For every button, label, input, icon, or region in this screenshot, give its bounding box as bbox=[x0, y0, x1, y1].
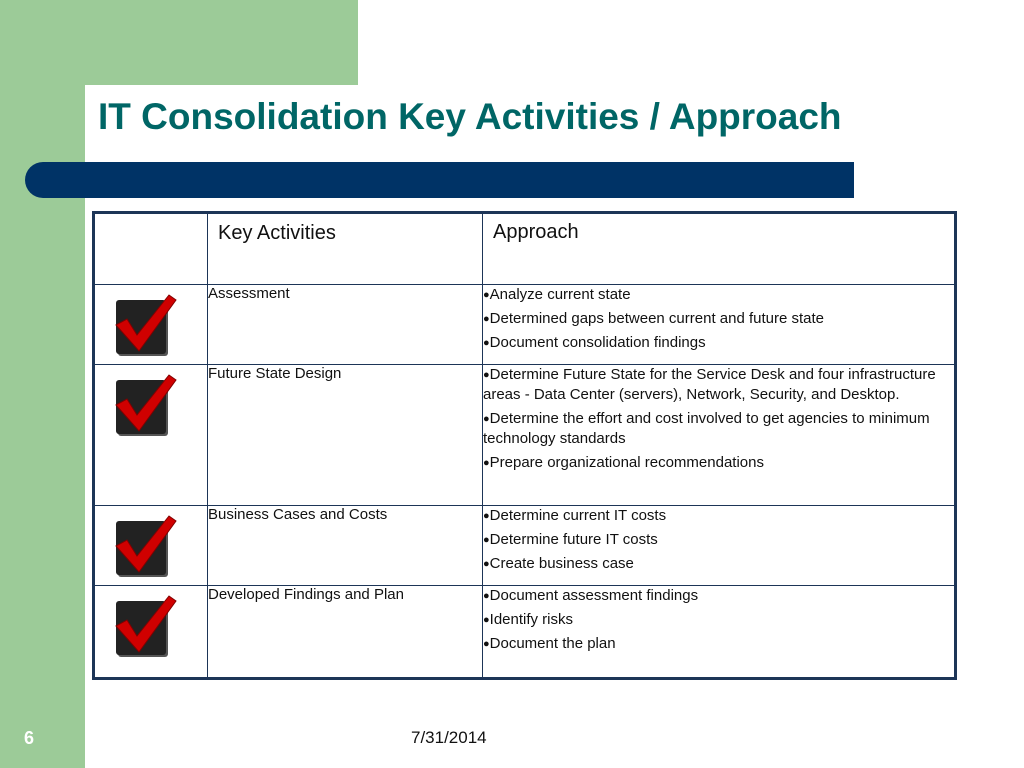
check-cell bbox=[94, 586, 208, 679]
activity-cell: Business Cases and Costs bbox=[208, 506, 483, 586]
green-sidebar bbox=[0, 0, 85, 768]
check-cell bbox=[94, 285, 208, 365]
table-header-row bbox=[94, 213, 956, 285]
activity-cell: Assessment bbox=[208, 285, 483, 365]
approach-cell bbox=[483, 285, 956, 365]
header-empty-cell bbox=[94, 213, 208, 285]
header-approach: Approach bbox=[483, 213, 956, 285]
approach-bullet: ● Determine the effort and cost involved to get agencies to minimum technology standards bbox=[483, 409, 954, 449]
slide-title: IT Consolidation Key Activities / Approach bbox=[98, 96, 842, 137]
activities-table bbox=[92, 211, 957, 680]
approach-cell bbox=[483, 365, 956, 506]
table-row bbox=[94, 506, 956, 586]
approach-bullet: ● Identify risks bbox=[483, 610, 954, 630]
approach-bullet: ● Document assessment findings bbox=[483, 586, 954, 606]
approach-bullet: ● Determine Future State for the Service Desk and four infrastructure areas - Data Center (servers), Network, Security, and Desktop. bbox=[483, 365, 954, 405]
activity-cell: Future State Design bbox=[208, 365, 483, 506]
approach-bullet: ● Create business case bbox=[483, 554, 954, 574]
approach-bullet: ● Determined gaps between current and future state bbox=[483, 309, 954, 329]
checkbox-checked-icon bbox=[113, 291, 179, 357]
approach-bullet: ● Prepare organizational recommendations bbox=[483, 453, 954, 473]
approach-bullet: ● Document the plan bbox=[483, 634, 954, 654]
approach-bullet: ● Determine current IT costs bbox=[483, 506, 954, 526]
checkbox-checked-icon bbox=[113, 592, 179, 658]
slide-date: 7/31/2014 bbox=[411, 728, 487, 747]
table-row bbox=[94, 586, 956, 679]
header-key-activities: Key Activities bbox=[208, 213, 483, 285]
page-number: 6 bbox=[24, 728, 35, 748]
title-underline-bar bbox=[25, 162, 854, 198]
check-cell bbox=[94, 506, 208, 586]
table-row bbox=[94, 285, 956, 365]
activity-cell: Developed Findings and Plan bbox=[208, 586, 483, 679]
green-top-band bbox=[0, 0, 358, 85]
approach-bullet: ● Determine future IT costs bbox=[483, 530, 954, 550]
checkbox-checked-icon bbox=[113, 371, 179, 437]
approach-cell bbox=[483, 506, 956, 586]
approach-bullet: ● Document consolidation findings bbox=[483, 333, 954, 353]
checkbox-checked-icon bbox=[113, 512, 179, 578]
approach-cell bbox=[483, 586, 956, 679]
check-cell bbox=[94, 365, 208, 506]
table-row bbox=[94, 365, 956, 506]
approach-bullet: ● Analyze current state bbox=[483, 285, 954, 305]
